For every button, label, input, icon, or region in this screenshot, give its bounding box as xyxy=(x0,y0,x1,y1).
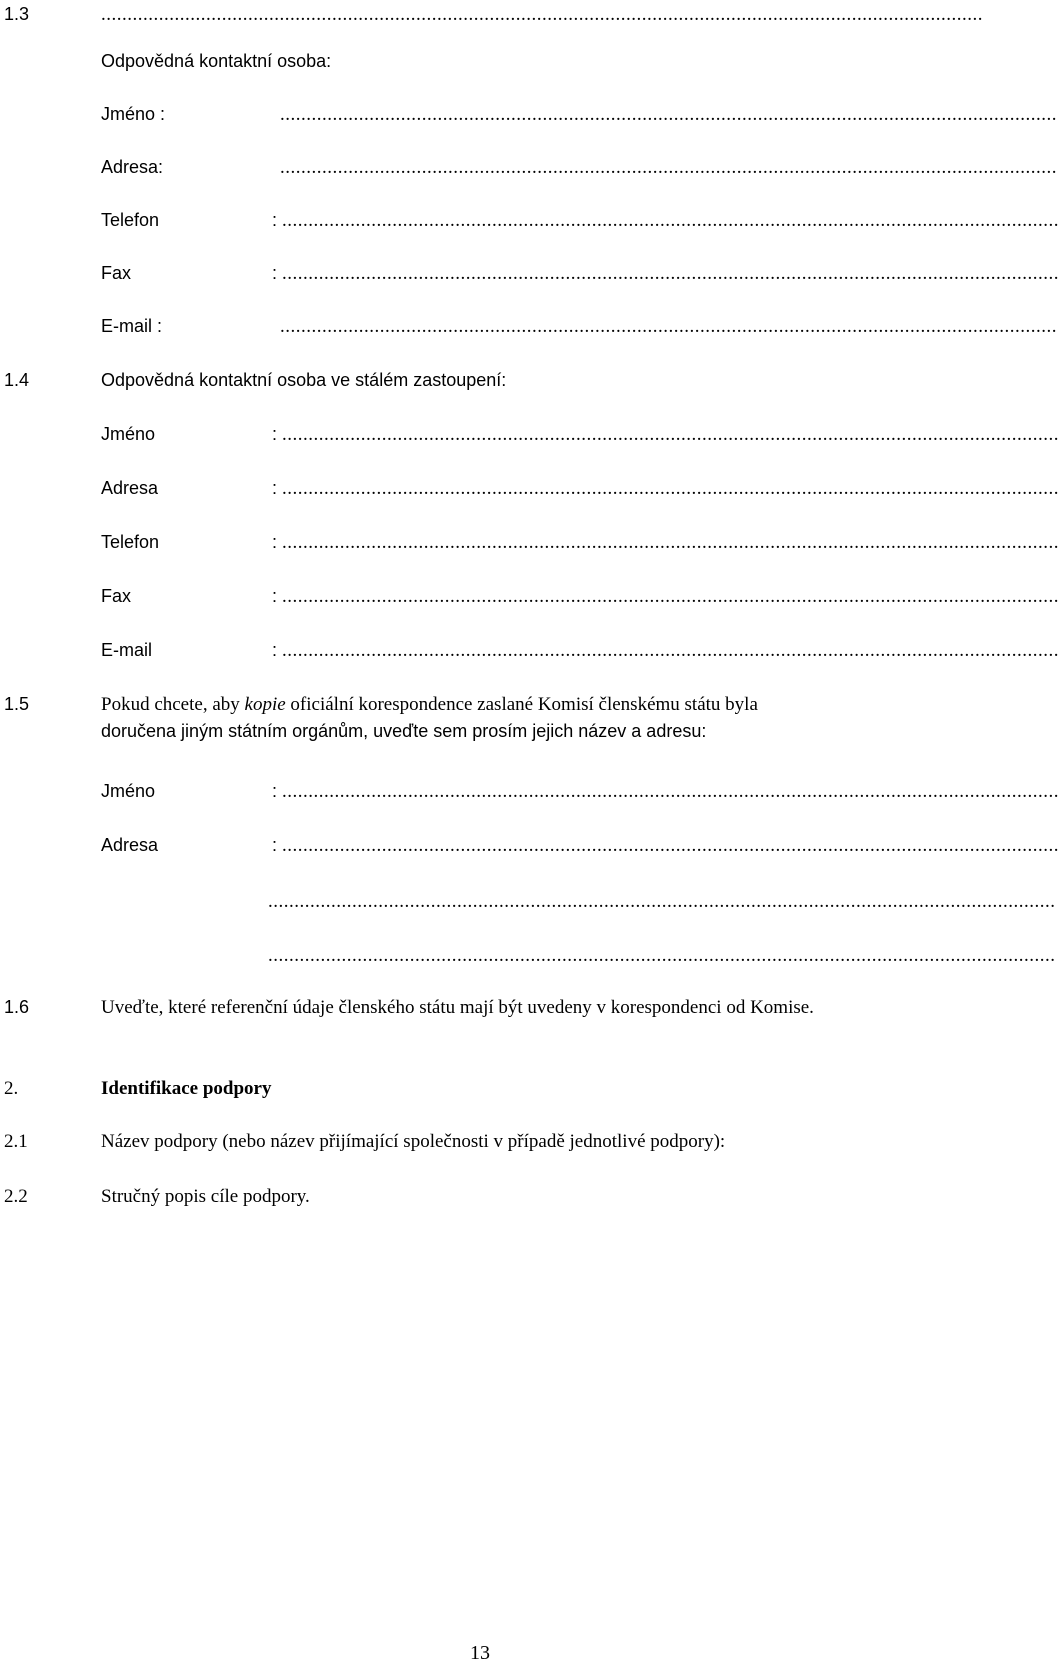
field-label: Adresa: xyxy=(101,157,164,177)
fill-in-line: .................................................................................................................................................... xyxy=(282,640,1059,661)
section-1-4-row xyxy=(0,370,960,396)
section-number: 2.2 xyxy=(4,1186,28,1207)
text-line-2: doručena jiným státním orgánům, uveďte sem prosím jejich název a adresu: xyxy=(101,721,707,741)
page-number: 13 xyxy=(470,1642,490,1664)
fill-in-line: ........................................................................................................................................................................ xyxy=(101,4,983,25)
field-label: E-mail : xyxy=(101,316,163,336)
copy-field-name xyxy=(0,781,1059,807)
field-separator: : xyxy=(272,640,278,660)
section-2-2-row xyxy=(0,1186,960,1212)
fill-in-line: .................................................................................................................................................... xyxy=(280,104,1057,125)
field-separator: : xyxy=(272,210,278,230)
fill-in-line: .................................................................................................................................................... xyxy=(282,263,1059,284)
section-text: Název podpory (nebo název přijímající společnosti v případě jednotlivé podpory): xyxy=(101,1131,726,1152)
section-1-3-row xyxy=(0,4,983,30)
contact-heading: Odpovědná kontaktní osoba: xyxy=(101,51,332,71)
copy-address-line-2 xyxy=(0,891,1056,917)
copy-field-address xyxy=(0,835,1059,861)
text-part: oficiální korespondence zaslané Komisí členskému státu byla xyxy=(285,694,758,715)
permanent-field-email xyxy=(0,640,1059,666)
text-part: Pokud chcete, aby xyxy=(101,694,245,715)
contact-field-address xyxy=(0,157,1057,183)
field-separator: : xyxy=(272,781,278,801)
permanent-field-phone xyxy=(0,532,1059,558)
field-label: Telefon xyxy=(101,210,160,230)
field-separator: : xyxy=(272,835,278,855)
section-text: Uveďte, které referenční údaje členského státu mají být uvedeny v korespondenci od Komise. xyxy=(101,997,814,1018)
section-number: 1.6 xyxy=(4,997,30,1017)
section-heading: Identifikace podpory xyxy=(101,1078,272,1099)
contact-heading-row xyxy=(0,51,960,77)
section-2-1-row xyxy=(0,1131,960,1157)
fill-in-line: .................................................................................................................................................... xyxy=(282,781,1059,802)
field-label: Fax xyxy=(101,586,132,606)
contact-field-email xyxy=(0,316,1057,342)
field-separator: : xyxy=(272,478,278,498)
field-separator: : xyxy=(272,263,278,283)
permanent-field-name xyxy=(0,424,1059,450)
section-number: 1.5 xyxy=(4,694,30,714)
section-number: 2.1 xyxy=(4,1131,28,1152)
italic-word: kopie xyxy=(244,694,286,715)
contact-field-phone xyxy=(0,210,1059,236)
section-number: 1.3 xyxy=(4,4,30,24)
contact-field-name xyxy=(0,104,1057,130)
contact-field-fax xyxy=(0,263,1059,289)
fill-in-line: ...................................................................................................................................................... xyxy=(268,945,1056,966)
field-separator: : xyxy=(272,424,278,444)
field-label: Fax xyxy=(101,263,132,283)
section-number: 2. xyxy=(4,1078,19,1099)
fill-in-line: .................................................................................................................................................... xyxy=(282,835,1059,856)
field-separator: : xyxy=(272,586,278,606)
field-separator: : xyxy=(272,532,278,552)
fill-in-line: .................................................................................................................................................... xyxy=(280,157,1057,178)
fill-in-line: ...................................................................................................................................................... xyxy=(268,891,1056,912)
section-number: 1.4 xyxy=(4,370,30,390)
field-label: Telefon xyxy=(101,532,160,552)
field-label: Jméno xyxy=(101,424,156,444)
permanent-field-address xyxy=(0,478,1059,504)
field-label: E-mail xyxy=(101,640,153,660)
section-2-row xyxy=(0,1078,960,1104)
field-label: Jméno xyxy=(101,781,156,801)
section-1-6-row xyxy=(0,997,960,1053)
section-text: Stručný popis cíle podpory. xyxy=(101,1186,310,1207)
fill-in-line: .................................................................................................................................................... xyxy=(282,532,1059,553)
field-label: Jméno : xyxy=(101,104,166,124)
section-1-5-row xyxy=(0,694,960,750)
section-heading: Odpovědná kontaktní osoba ve stálém zastoupení: xyxy=(101,370,507,390)
field-label: Adresa xyxy=(101,478,159,498)
fill-in-line: .................................................................................................................................................... xyxy=(282,586,1059,607)
fill-in-line: .................................................................................................................................................... xyxy=(280,316,1057,337)
fill-in-line: .................................................................................................................................................... xyxy=(282,424,1059,445)
fill-in-line: .................................................................................................................................................... xyxy=(282,478,1059,499)
fill-in-line: .................................................................................................................................................... xyxy=(282,210,1059,231)
field-label: Adresa xyxy=(101,835,159,855)
section-text xyxy=(101,692,956,745)
permanent-field-fax xyxy=(0,586,1059,612)
copy-address-line-3 xyxy=(0,945,1056,971)
